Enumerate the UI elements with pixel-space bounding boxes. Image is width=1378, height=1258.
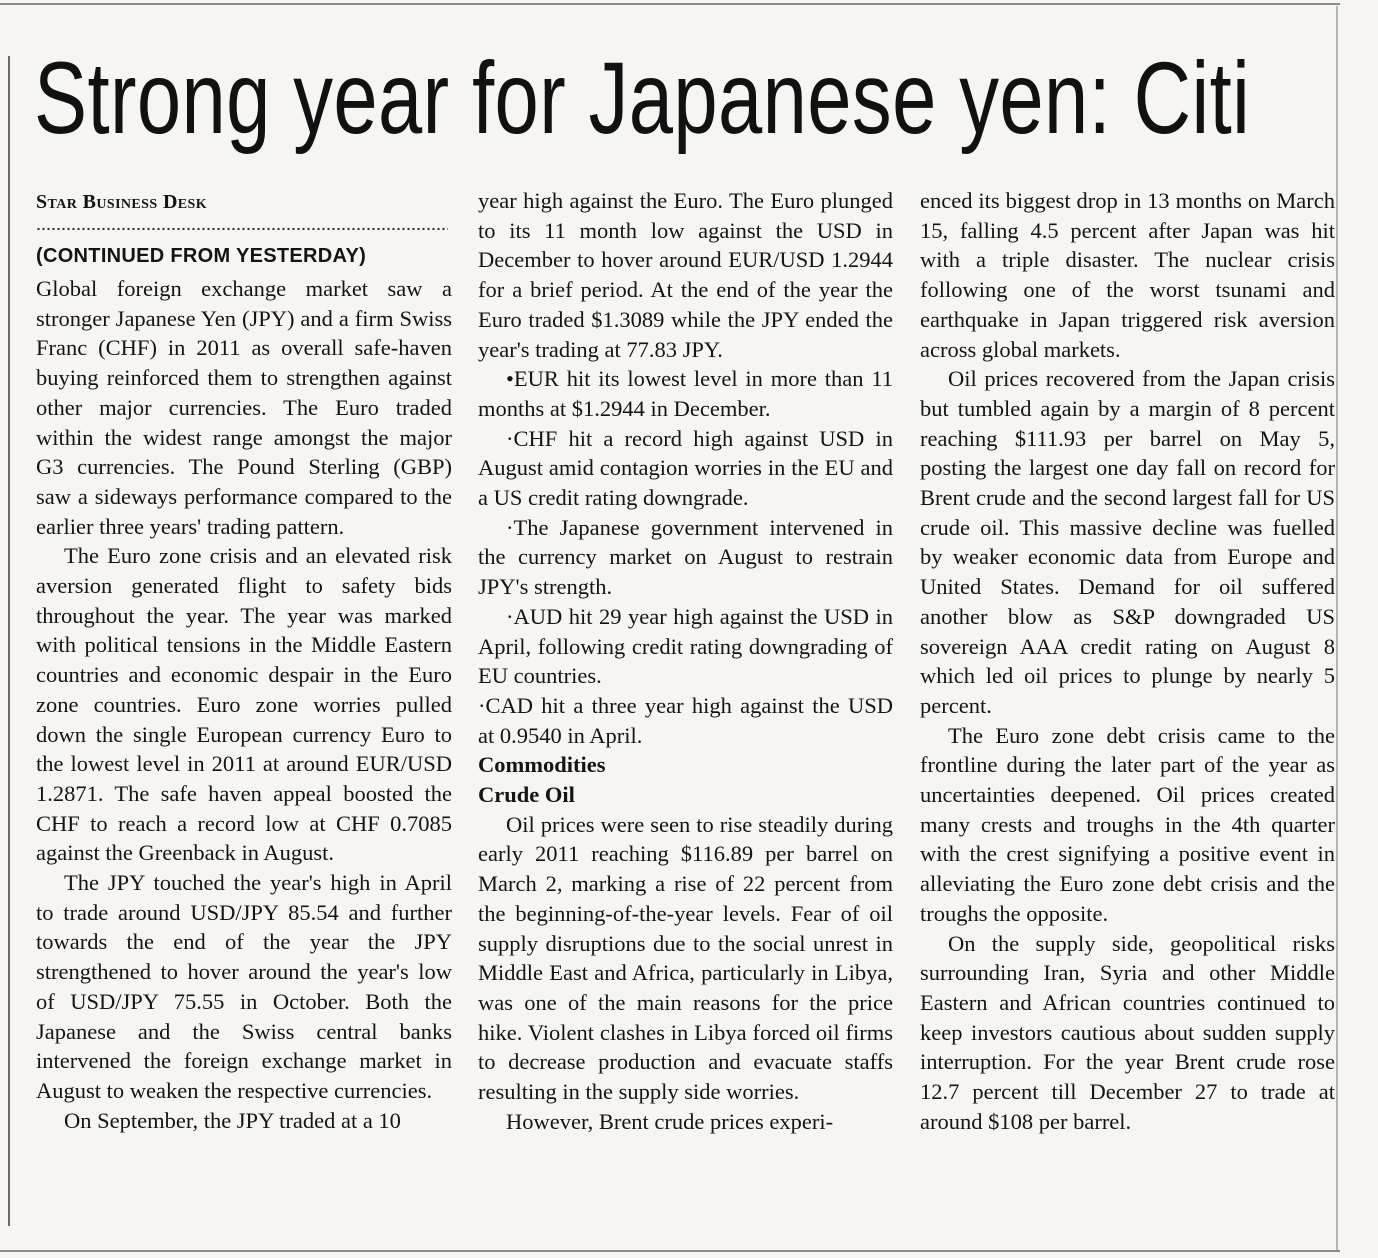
column-2: [478, 186, 893, 1234]
bottom-rule: [0, 1250, 1340, 1252]
byline: Star Business Desk: [36, 191, 208, 213]
paragraph: The Euro zone debt crisis came to the frontline during the later part of the year as uncertainties deepened. Oil prices created many crests and troughs in the 4th quarter with the crest signifying a positive event in alleviating the Euro zone debt crisis and the troughs the opposite.: [920, 722, 1335, 926]
dotted-separator: [36, 222, 448, 236]
bullet-item: ·CAD hit a three year high against the USD at 0.9540 in April.: [478, 692, 893, 748]
paragraph: The JPY touched the year's high in April to trade around USD/JPY 85.54 and further towards the end of the year the JPY strengthened to hover around the year's low of USD/JPY 75.55 in October. Both the Japanese and the Swiss central banks intervened the foreign exchange market in August to weaken the respective currencies.: [36, 870, 452, 1103]
paragraph: However, Brent crude prices experi-: [506, 1108, 834, 1134]
paragraph: Global foreign exchange market saw a stronger Japanese Yen (JPY) and a firm Swiss Franc (CHF) in 2011 as overall safe-haven buying reinforced them to strengthen against other major currencies. The Euro traded within the widest range amongst the major G3 currencies. The Pound Sterling (GBP) saw a sideways performance compared to the earlier three years' trading pattern.: [36, 276, 452, 539]
paragraph: Oil prices recovered from the Japan crisis but tumbled again by a margin of 8 percent reaching $111.93 per barrel on May 5, posting the largest one day fall on record for Brent crude and the second largest fall for US crude oil. This massive decline was fuelled by weaker economic data from Europe and United States. Demand for oil suffered another blow as S&P downgraded US sovereign AAA credit rating on August 8 which led oil prices to plunge by nearly 5 percent.: [920, 366, 1335, 718]
column-1: [36, 186, 452, 1234]
left-rule: [8, 56, 10, 1226]
bullet-item: ·AUD hit 29 year high against the USD in April, following credit rating downgrading of EU countries.: [478, 603, 893, 689]
paragraph: year high against the Euro. The Euro plunged to its 11 month low against the USD in December to hover around EUR/USD 1.2944 for a brief period. At the end of the year the Euro traded $1.3089 while the JPY ended the year's trading at 77.83 JPY.: [478, 188, 893, 362]
headline: Strong year for Japanese yen: Citi: [34, 41, 1251, 155]
paragraph: enced its biggest drop in 13 months on March 15, falling 4.5 percent after Japan was hit with a triple disaster. The nuclear crisis following one of the worst tsunami and earthquake in Japan triggered risk aversion across global markets.: [920, 188, 1335, 362]
paragraph: On September, the JPY traded at a 10: [64, 1107, 401, 1133]
subhead-commodities: Commodities: [478, 752, 606, 778]
bullet-item: ·The Japanese government intervened in the currency market on August to restrain JPY's strength.: [478, 514, 893, 600]
top-rule: [0, 3, 1340, 5]
bullet-item: ·CHF hit a record high against USD in August amid contagion worries in the EU and a US credit rating downgrade.: [478, 425, 893, 511]
bullet-item: •EUR hit its lowest level in more than 11 months at $1.2944 in December.: [478, 366, 893, 421]
continued-label: (CONTINUED FROM YESTERDAY): [36, 245, 367, 267]
paragraph: Oil prices were seen to rise steadily during early 2011 reaching $116.89 per barrel on March 2, marking a rise of 22 percent from the beginning-of-the-year levels. Fear of oil supply disruptions due to the social unrest in Middle East and Africa, particularly in Libya, was one of the main reasons for the price hike. Violent clashes in Libya forced oil firms to decrease production and evacuate staffs resulting in the supply side worries.: [478, 811, 893, 1105]
right-rule: [1336, 6, 1338, 1251]
column-3: [920, 186, 1335, 1234]
paragraph: The Euro zone crisis and an elevated risk aversion generated flight to safety bids throughout the year. The year was marked with political tensions in the Middle Eastern countries and economic despair in the Euro zone countries. Euro zone worries pulled down the single European currency Euro to the lowest level in 2011 at around EUR/USD 1.2871. The safe haven appeal boosted the CHF to reach a record low at CHF 0.7085 against the Greenback in August.: [36, 543, 452, 866]
paragraph: On the supply side, geopolitical risks surrounding Iran, Syria and other Middle Eastern and African countries continued to keep investors cautious about sudden supply interruption. For the year Brent crude rose 12.7 percent till December 27 to trade at around $108 per barrel.: [920, 930, 1335, 1134]
subhead-crude-oil: Crude Oil: [478, 782, 575, 808]
